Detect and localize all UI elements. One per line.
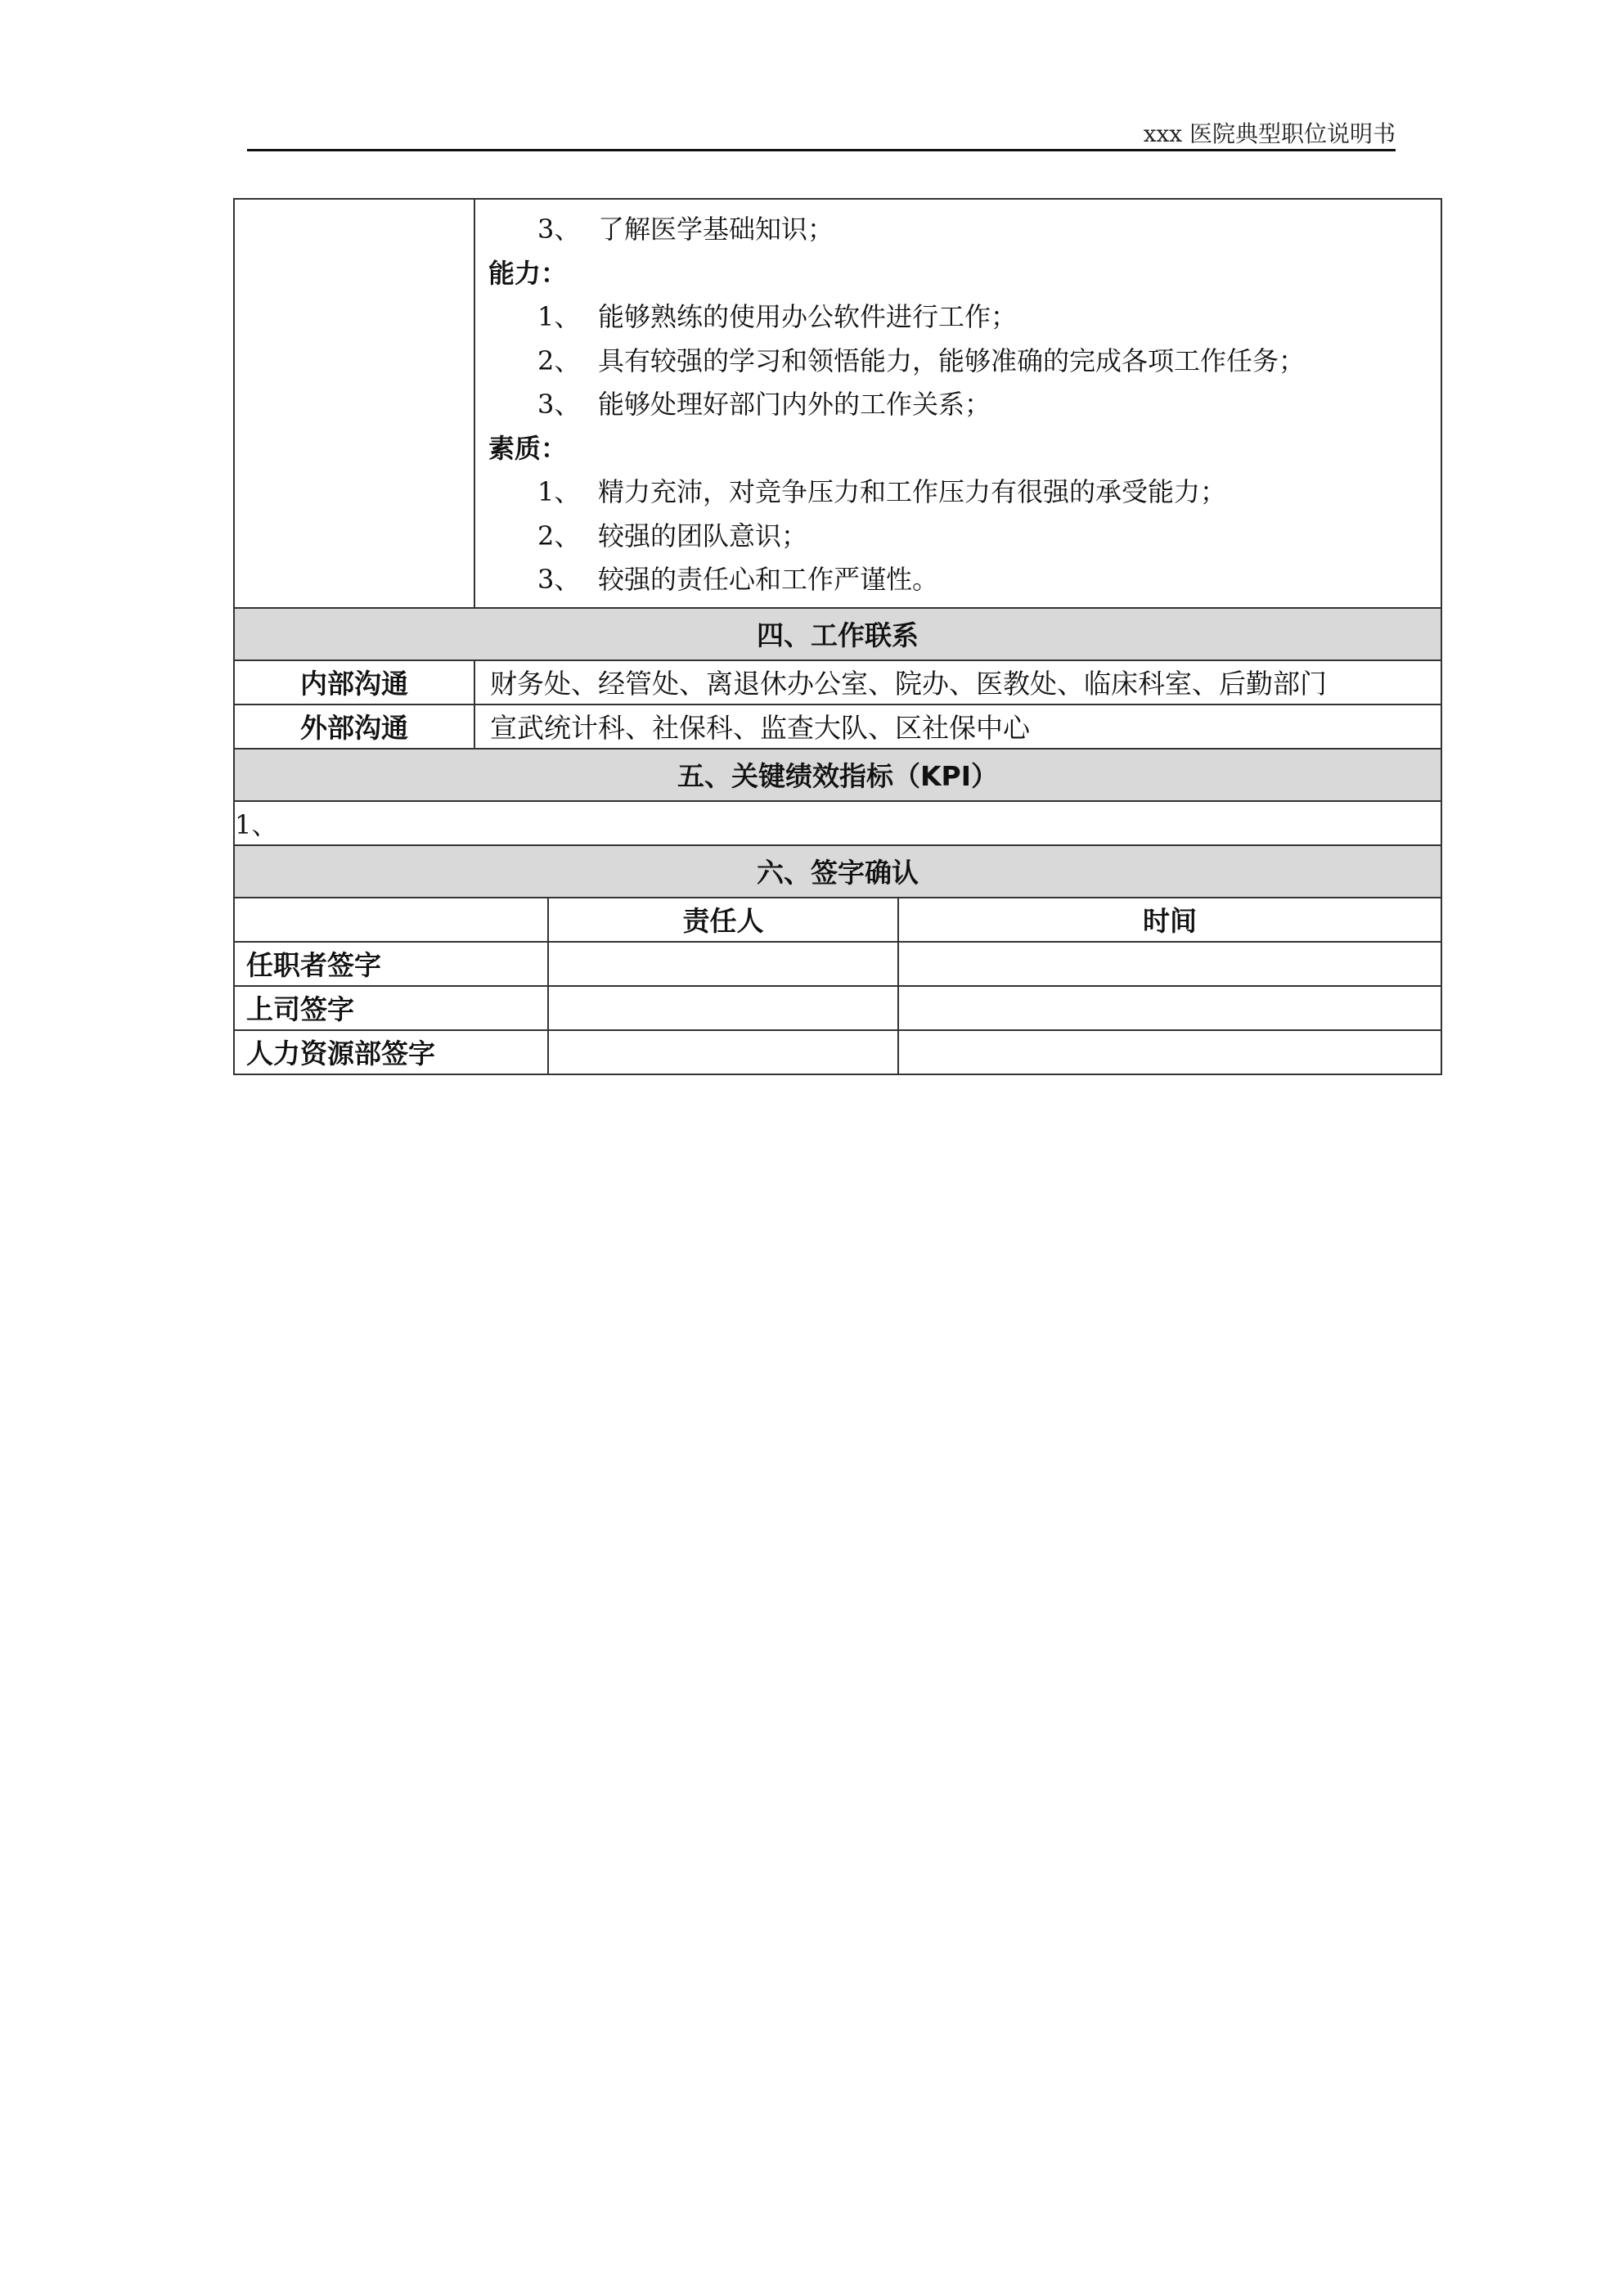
signature-row-label: 人力资源部签字	[234, 1030, 548, 1074]
time-column-header: 时间	[898, 898, 1441, 942]
internal-communication-label: 内部沟通	[234, 660, 474, 705]
signature-row	[234, 942, 1441, 986]
ability-heading: 能力：	[488, 257, 568, 289]
requirements-label-cell	[234, 199, 474, 608]
section-header-row	[234, 608, 1441, 660]
signature-row	[234, 1030, 1441, 1074]
time-signature-cell[interactable]	[898, 1030, 1441, 1074]
job-description-table	[233, 198, 1442, 1075]
external-communication-label: 外部沟通	[234, 705, 474, 749]
external-communication-row	[234, 705, 1441, 749]
section-header-row	[234, 845, 1441, 898]
section6-title: 六、签字确认	[234, 845, 1441, 898]
kpi-item: 1、	[234, 801, 1441, 845]
quality-heading: 素质：	[488, 432, 568, 464]
internal-communication-row	[234, 660, 1441, 705]
signature-row	[234, 986, 1441, 1030]
requirements-row	[234, 199, 1441, 608]
responsible-column-header: 责任人	[548, 898, 898, 942]
header-divider	[247, 149, 1396, 151]
responsible-signature-cell[interactable]	[548, 942, 898, 986]
list-item: 2、 具有较强的学习和领悟能力，能够准确的完成各项工作任务；	[537, 344, 1306, 376]
signature-corner-cell	[234, 898, 548, 942]
list-item: 3、 较强的责任心和工作严谨性。	[537, 564, 939, 595]
internal-communication-value: 财务处、经管处、离退休办公室、院办、医教处、临床科室、后勤部门	[474, 660, 1441, 705]
responsible-signature-cell[interactable]	[548, 986, 898, 1030]
section4-title: 四、工作联系	[234, 608, 1441, 660]
time-signature-cell[interactable]	[898, 986, 1441, 1030]
list-item: 3、 了解医学基础知识；	[537, 214, 834, 245]
requirements-content-cell	[474, 199, 1441, 608]
responsible-signature-cell[interactable]	[548, 1030, 898, 1074]
external-communication-value: 宣武统计科、社保科、监查大队、区社保中心	[474, 705, 1441, 749]
signature-row-label: 上司签字	[234, 986, 548, 1030]
kpi-row	[234, 801, 1441, 845]
list-item: 1、 精力充沛，对竞争压力和工作压力有很强的承受能力；	[537, 476, 1227, 507]
section5-title: 五、关键绩效指标（KPI）	[234, 749, 1441, 801]
list-item: 2、 较强的团队意识；	[537, 520, 808, 551]
document-header-title: xxx 医院典型职位说明书	[1143, 120, 1396, 147]
list-item: 1、 能够熟练的使用办公软件进行工作；	[537, 301, 1018, 332]
signature-header-row	[234, 898, 1441, 942]
signature-row-label: 任职者签字	[234, 942, 548, 986]
list-item: 3、 能够处理好部门内外的工作关系；	[537, 389, 991, 420]
section-header-row	[234, 749, 1441, 801]
time-signature-cell[interactable]	[898, 942, 1441, 986]
